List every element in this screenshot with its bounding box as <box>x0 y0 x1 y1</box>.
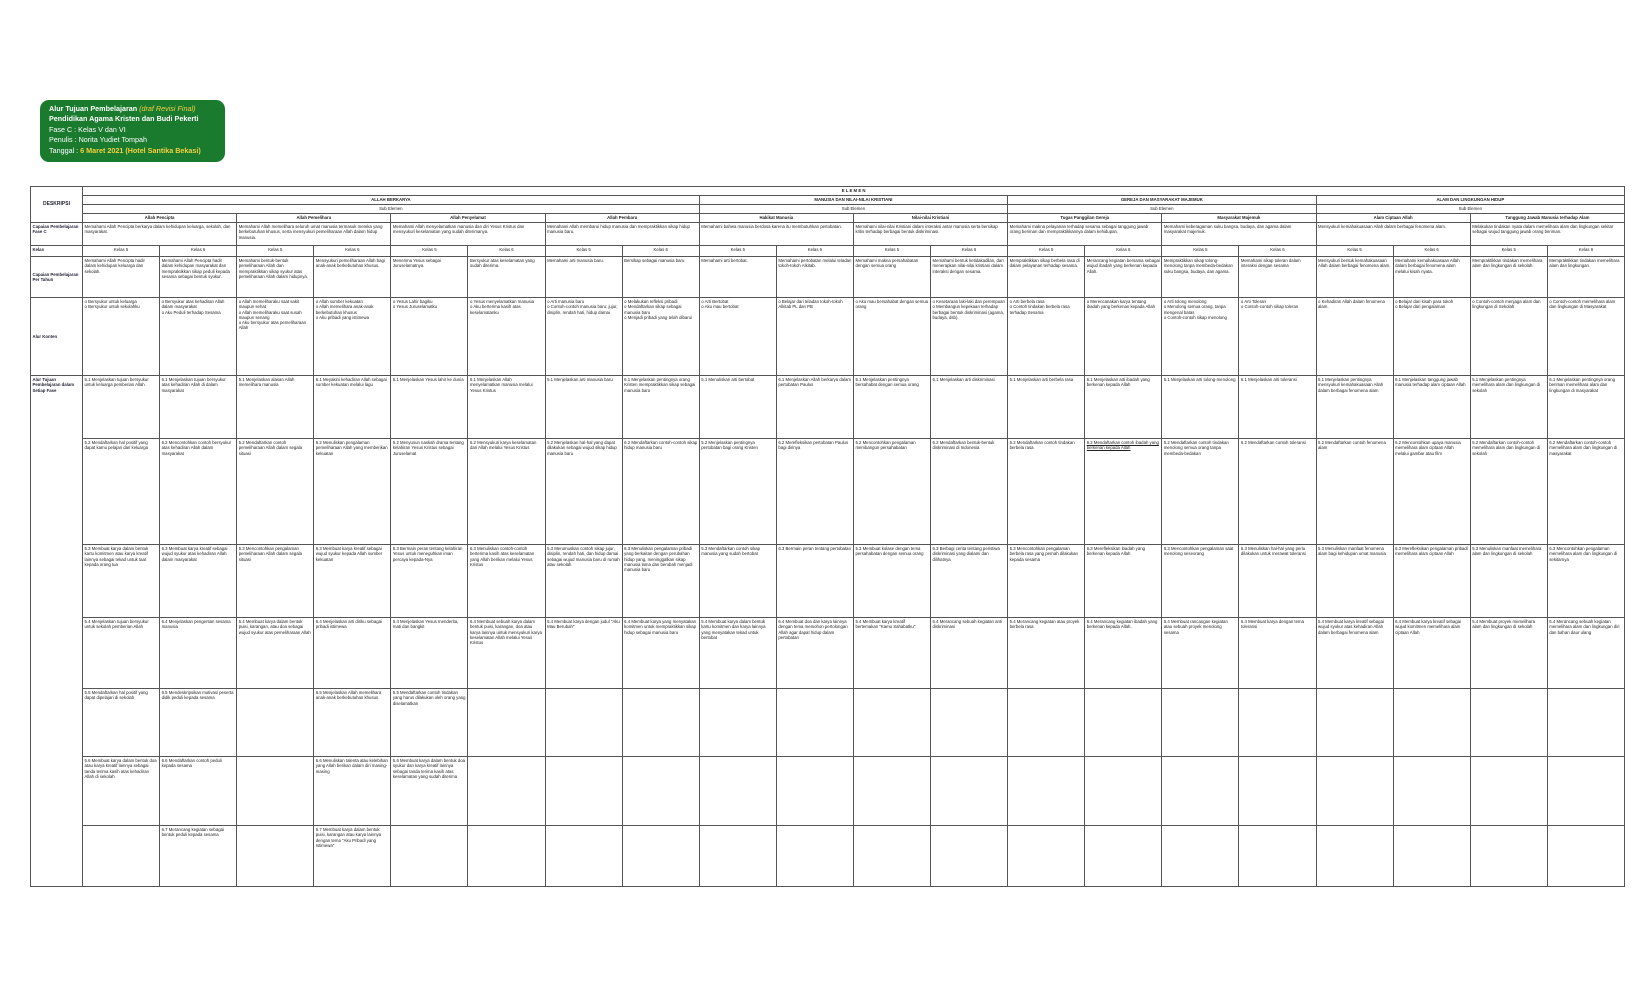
capaian-tahun-cell: Memahami pertobatan melalui teladan tokoh-tokoh Alkitab. <box>776 257 853 298</box>
alur-tujuan-cell: 6.4 Merancang sebuah kegiatan anti diskriminasi <box>931 618 1008 689</box>
alur-tujuan-cell: 6.1 Menjelaskan tanggung jawab manusia terhadap alam ciptaan Allah <box>1393 376 1470 439</box>
alur-tujuan-cell: 5.3 Menuliskan manfaat fenomena alam bagi kehidupan umat manusia <box>1316 545 1393 618</box>
kelas-cell: Kelas 6 <box>1547 246 1624 257</box>
alur-tujuan-cell: 6.2 Mendaftarkan contoh toleransi <box>1239 439 1316 545</box>
alur-konten-cell: o Aku mau bersahabat dengan semua orang <box>853 298 930 376</box>
alur-tujuan-cell: 6.2 Mendaftarkan contoh-contoh memelihara alam dan lingkungan di masyarakat <box>1547 439 1624 545</box>
sub-element-header: Masyarakat Majemuk <box>1162 214 1316 223</box>
document-header-banner <box>40 100 225 162</box>
sub-element-header: Tanggung Jawab Manusia terhadap Alam <box>1470 214 1624 223</box>
alur-tujuan-cell: 5.2 Mencontohkan pengalaman membangun persahabatan <box>853 439 930 545</box>
alur-tujuan-cell <box>1316 689 1393 757</box>
alur-tujuan-cell: 5.4 Menjelaskan tujuan bersyukur untuk sekolah pemberian Allah <box>83 618 160 689</box>
alur-tujuan-cell <box>1316 757 1393 826</box>
sub-element-header: Nilai-nilai Kristiani <box>853 214 1007 223</box>
alur-konten-cell: o Belajar dari kisah para tokoh o Belajar dari pengalaman <box>1393 298 1470 376</box>
alur-tujuan-cell: 5.4 Membuat proyek memelihara alam dan lingkungan di sekolah <box>1470 618 1547 689</box>
element-header: ALLAH BERKARYA <box>83 196 700 205</box>
alur-tujuan-cell <box>1393 757 1470 826</box>
capaian-tahun-cell: Mempraktikkan tindakan memelihara alam dan lingkungan di sekolah. <box>1470 257 1547 298</box>
kelas-cell: Kelas 5 <box>237 246 314 257</box>
alur-tujuan-cell <box>1008 689 1085 757</box>
alur-tujuan-cell <box>853 757 930 826</box>
alur-tujuan-cell <box>1393 689 1470 757</box>
alur-tujuan-cell: 6.2 Merefleksikan pertobatan Paulus bagi dirinya <box>776 439 853 545</box>
alur-tujuan-cell: 6.3 Berbagi cerita tentang peristiwa diskriminasi yang dialami dan dilihatnya <box>931 545 1008 618</box>
capaian-tahun-cell: Memahami arti manusia baru. <box>545 257 622 298</box>
alur-tujuan-cell: 5.3 Merumuskan contoh sikap jujur, disiplin, rendah hati, dan hidup damai sebagai wujud manusia baru di rumah atau sekolah <box>545 545 622 618</box>
capaian-tahun-cell: Bersikap sebagai manusia baru <box>622 257 699 298</box>
row-label-capaian-fase: Capaian Pembelajaran Fase C <box>31 223 83 246</box>
alur-tujuan-cell: 6.3 Merefleksikan pengalaman pribadi memelihara alam ciptaan Allah <box>1393 545 1470 618</box>
alur-konten-cell: o Bersyukur untuk keluarga o Bersyukur untuk sekolahku <box>83 298 160 376</box>
sub-elemen-header: Sub Elemen <box>1316 205 1625 214</box>
alur-tujuan-cell: 5.1 Menjelaskan Yesus lahir ke dunia <box>391 376 468 439</box>
kelas-cell: Kelas 5 <box>545 246 622 257</box>
alur-tujuan-cell <box>1162 689 1239 757</box>
alur-tujuan-cell: 6.2 Mendaftarkan contoh ibadah yang berkenan kepada Allah <box>1085 439 1162 545</box>
kelas-cell: Kelas 5 <box>1162 246 1239 257</box>
capaian-tahun-cell: Memahami kemahakuasaan Allah dalam berbagai fenomena alam melalui kisah nyata. <box>1393 257 1470 298</box>
row-label-capaian-tahun: Capaian Pembelajaran Per Tahun <box>31 257 83 298</box>
alur-tujuan-cell: 5.1 Menjelaskan pentingnya memelihara alam dan lingkungan di sekolah <box>1470 376 1547 439</box>
alur-tujuan-cell: 6.6 Mendaftarkan contoh peduli kepada sesama <box>160 757 237 826</box>
alur-konten-cell: o Yesus Lahir bagiku o Yesus Juruselamatku <box>391 298 468 376</box>
alur-tujuan-cell <box>1008 757 1085 826</box>
alur-tujuan-cell <box>699 757 776 826</box>
alur-tujuan-cell: 5.2 Menjelaskan pentingnya pertobatan bagi orang Kristen <box>699 439 776 545</box>
alur-tujuan-cell <box>931 757 1008 826</box>
alur-tujuan-cell <box>468 826 545 887</box>
element-header: MANUSIA DAN NILAI-NILAI KRISTIANI <box>699 196 1007 205</box>
alur-tujuan-cell <box>1162 826 1239 887</box>
alur-konten-cell: o Arti Bertobat o Aku mau bertobat <box>699 298 776 376</box>
alur-tujuan-cell: 5.4 Membuat karya kreatif sebagai wujud syukur atas kehadiran Allah dalam berbagai fenomena alam <box>1316 618 1393 689</box>
alur-tujuan-cell <box>1239 757 1316 826</box>
capaian-fase-cell: Memahami nilai-nilai Kristiani dalam interaksi antar manusia serta bersikap kritis terhadap berbagai bentuk diskriminasi. <box>853 223 1007 246</box>
capaian-tahun-cell: Mempraktikkan sikap berbela rasa di dalam pelayanan terhadap sesama. <box>1008 257 1085 298</box>
alur-konten-cell: o Kesetaraan laki-laki dan perempuan o Membangun kepekaan terhadap berbagai bentuk diskriminasi (agama, budaya, dsb). <box>931 298 1008 376</box>
alur-tujuan-cell: 6.1 Menjelaskan pentingnya orang Kristen mempraktikkan sikap sebagai manusia baru <box>622 376 699 439</box>
alur-tujuan-cell <box>1470 689 1547 757</box>
sub-element-header: Allah Pemelihara <box>237 214 391 223</box>
alur-tujuan-cell: 5.4 Membuat karya dalam bentuk puisi, karangan, atau doa sebagai wujud syukur atas pemeliharaan Allah <box>237 618 314 689</box>
alur-konten-cell: o Yesus menyelamatkan manusia o Aku berterima kasih atas keselamatanku <box>468 298 545 376</box>
capaian-fase-cell: Memahami bahwa manusia berdosa karena itu membutuhkan pertobatan. <box>699 223 853 246</box>
alur-tujuan-cell: 5.2 Menyusun naskah drama tentang kelahiran Yesus Kristus sebagai Juruselamat <box>391 439 468 545</box>
alur-tujuan-cell: 5.3 Mencontohkan pengalaman berbela rasa yang pernah dilakukan kepada sesama <box>1008 545 1085 618</box>
alur-tujuan-cell: 5.2 Menjelaskan hal-hal yang dapat dilakukan sebagai wujud sikap hidup manusia baru <box>545 439 622 545</box>
alur-tujuan-cell: 6.4 Membuat doa dan karya lainnya dengan tema memohon pertolongan Allah agar dapat hidup dalam pertobatan <box>776 618 853 689</box>
kelas-cell: Kelas 6 <box>1393 246 1470 257</box>
banner-fase: Fase C : Kelas V dan VI <box>49 124 126 134</box>
capaian-tahun-cell: Bersyukur atas keselamatan yang sudah diterima. <box>468 257 545 298</box>
capaian-tahun-cell: Memahami makna persahabatan dengan semua orang <box>853 257 930 298</box>
alur-tujuan-cell: 5.6 Membuat karya dalam bentuk doa atau karya kreatif lainnya sebagai tanda terima kasih atas kehadiran Allah di sekolah <box>83 757 160 826</box>
alur-tujuan-cell <box>1085 757 1162 826</box>
element-header: GEREJA DAN MASYARAKAT MAJEMUK <box>1008 196 1316 205</box>
alur-tujuan-cell: 6.4 Membuat karya kreatif sebagai wujud komitmen memelihara alam ciptaan Allah <box>1393 618 1470 689</box>
elemen-header: E L E M E N <box>83 187 1625 196</box>
alur-tujuan-cell: 6.1 Menjelaskan tujuan bersyukur atas kehadiran Allah di dalam masyarakat <box>160 376 237 439</box>
deskripsi-header: DESKRIPSI <box>31 187 83 223</box>
capaian-fase-cell: Melakukan tindakan nyata dalam memelihara alam dan lingkungan sekitar sebagai wujud tanggung jawab orang beriman. <box>1470 223 1624 246</box>
alur-tujuan-cell <box>622 757 699 826</box>
sub-element-header: Alam Ciptaan Allah <box>1316 214 1470 223</box>
alur-tujuan-cell <box>776 689 853 757</box>
kelas-cell: Kelas 5 <box>83 246 160 257</box>
alur-tujuan-cell: 6.4 Menjelaskan pengertian sesama manusia <box>160 618 237 689</box>
capaian-tahun-cell: Memahami sikap toleran dalam interaksi dengan sesama <box>1239 257 1316 298</box>
alur-tujuan-cell: 5.4 Membuat karya kreatif bertemakan "Kamu Sahabatku" <box>853 618 930 689</box>
alur-tujuan-cell <box>622 689 699 757</box>
alur-tujuan-cell <box>699 689 776 757</box>
alur-tujuan-cell: 6.4 Membuat karya dengan tema toleransi <box>1239 618 1316 689</box>
capaian-tahun-cell: Mensyukuri pemeliharaan Allah bagi anak-anak berkebutuhan khusus. <box>314 257 391 298</box>
alur-tujuan-cell: 6.7 Membuat karya dalam bentuk puisi, karangan atau karya lainnya dengan tema "Aku Pribadi yang Istimewa" <box>314 826 391 887</box>
banner-subject: Pendidikan Agama Kristen dan Budi Pekerti <box>49 114 199 124</box>
alur-tujuan-cell: 6.1 Menjelaskan Allah menyelamatkan manusia melalui Yesus Kristus <box>468 376 545 439</box>
alur-tujuan-cell <box>622 826 699 887</box>
alur-tujuan-cell: 6.1 Menjelaskan arti ibadah yang berkenan kepada Allah <box>1085 376 1162 439</box>
banner-date: 6 Maret 2021 (Hotel Santika Bekasi) <box>80 145 201 155</box>
alur-tujuan-cell: 6.3 Menuliskan contoh-contoh berterima kasih atas keselamatan yang Allah berikan melalui Yesus Kristus <box>468 545 545 618</box>
alur-tujuan-cell <box>237 689 314 757</box>
alur-tujuan-cell: 6.2 Mencontohkan contoh bersyukur atas kehadiran Allah dalam masyarakat <box>160 439 237 545</box>
element-header: ALAM DAN LINGKUNGAN HIDUP <box>1316 196 1625 205</box>
alur-tujuan-cell: 5.3 Menuliskan manfaat memelihara alam dan lingkungan di sekolah <box>1470 545 1547 618</box>
alur-tujuan-cell: 6.4 Membuat karya yang menyatakan komitmen untuk mempraktikkan sikap hidup sebagai manusia baru <box>622 618 699 689</box>
alur-tujuan-cell: 5.4 Merancang kegiatan atau proyek berbela rasa <box>1008 618 1085 689</box>
alur-tujuan-cell: 5.4 Menjelaskan Yesus menderita, mati dan bangkit <box>391 618 468 689</box>
alur-tujuan-cell: 6.1 Menjelaskan arti diskriminasi <box>931 376 1008 439</box>
sub-element-header: Allah Pembaru <box>545 214 699 223</box>
alur-tujuan-cell: 5.4 Membuat karya dalam bentuk kartu komitmen dan karya lainnya yang menyatakan tekad untuk bertobat <box>699 618 776 689</box>
banner-tanggal: Tanggal : 6 Maret 2021 (Hotel Santika Bekasi) <box>49 145 201 155</box>
alur-tujuan-cell: 6.3 Mencontohkan pengalaman memelihara alam dan lingkungan di sekitarnya <box>1547 545 1624 618</box>
capaian-fase-cell: Memahami Allah membarui hidup manusia dan mempraktikkan sikap hidup manusia baru. <box>545 223 699 246</box>
alur-konten-cell: o Merencanakan karya tentang ibadah yang berkenan kepada Allah <box>1085 298 1162 376</box>
alur-tujuan-cell: 6.5 Menjelaskan Allah memelihara anak-anak berkebutuhan khusus <box>314 689 391 757</box>
alur-tujuan-cell <box>1085 689 1162 757</box>
alur-tujuan-cell <box>1239 826 1316 887</box>
capaian-tahun-cell: Mempraktikkan sikap tolong-menolong tanpa membeda-bedakan suku bangsa, budaya, dan agama. <box>1162 257 1239 298</box>
alur-tujuan-cell: 5.5 Mendaftarkan hal positif yang dapat dipelajari di sekolah <box>83 689 160 757</box>
sub-element-header: Allah Pencipta <box>83 214 237 223</box>
alur-tujuan-cell: 6.2 Mendaftarkan bentuk-bentuk diskriminasi di Indonesia <box>931 439 1008 545</box>
alur-tujuan-cell: 6.3 Merefleksikan ibadah yang berkenan kepada Allah <box>1085 545 1162 618</box>
alur-tujuan-cell: 6.1 Meyakini kehadiran Allah sebagai sumber kekuatan melalui lagu <box>314 376 391 439</box>
sub-element-header: Allah Penyelamat <box>391 214 545 223</box>
alur-tujuan-cell: 5.5 Mendaftarkan contoh tindakan yang harus dilakukan oleh orang yang diselamatkan <box>391 689 468 757</box>
alur-tujuan-cell <box>1547 689 1624 757</box>
kelas-cell: Kelas 6 <box>1239 246 1316 257</box>
kelas-cell: Kelas 6 <box>776 246 853 257</box>
alur-tujuan-cell: 6.7 Merancang kegiatan sebagai bentuk peduli kepada sesama <box>160 826 237 887</box>
banner-title: Alur Tujuan Pembelajaran (draf Revisi Final) <box>49 104 196 113</box>
alur-tujuan-cell: 5.4 Membuat karya dengan judul "Aku Mau Berubah" <box>545 618 622 689</box>
capaian-fase-cell: Memahami keberagaman suku bangsa, budaya, dan agama dalam masyarakat majemuk. <box>1162 223 1316 246</box>
alur-tujuan-cell: 5.2 Mendaftarkan contoh fenomena alam <box>1316 439 1393 545</box>
sub-elemen-header: Sub Elemen <box>699 205 1007 214</box>
alur-tujuan-cell: 5.3 Mencontohkan pengalaman saat menolong seseorang <box>1162 545 1239 618</box>
kelas-cell: Kelas 5 <box>391 246 468 257</box>
alur-tujuan-cell <box>545 757 622 826</box>
sub-element-header: Tugas Panggilan Gereja <box>1008 214 1162 223</box>
capaian-tahun-cell: Mensyukuri bentuk kemahakuasaan Allah dalam berbagai fenomena alam. <box>1316 257 1393 298</box>
kelas-cell: Kelas 5 <box>853 246 930 257</box>
alur-tujuan-cell: 6.1 Menjelaskan pentingnya orang beriman memelihara alam dan lingkungan di masyarakat <box>1547 376 1624 439</box>
kelas-cell: Kelas 5 <box>1316 246 1393 257</box>
alur-tujuan-cell <box>853 826 930 887</box>
capaian-tahun-cell: Merancang kegiatan bersama sebagai wujud ibadah yang berkenan kepada Allah. <box>1085 257 1162 298</box>
kelas-cell: Kelas 6 <box>468 246 545 257</box>
alur-tujuan-cell: 5.2 Mendaftarkan contoh pemeliharaan Allah dalam segala situasi <box>237 439 314 545</box>
banner-penulis: Penulis : Norita Yudiet Tompah <box>49 135 148 145</box>
sub-elemen-header: Sub Elemen <box>83 205 700 214</box>
row-label-alur-konten: Alur Konten <box>31 298 83 376</box>
capaian-tahun-cell: Memahami Allah Pencipta hadir dalam kehidupan keluarga dan sekolah. <box>83 257 160 298</box>
alur-tujuan-cell <box>1316 826 1393 887</box>
alur-konten-cell: o Belajar dari teladan tokoh-tokoh Alkitab PL dan PB <box>776 298 853 376</box>
alur-tujuan-cell <box>237 826 314 887</box>
alur-konten-cell: o Arti manusia baru o Contoh-contoh manusia baru: jujur, disiplin, rendah hati, hidup damai <box>545 298 622 376</box>
row-label-kelas: Kelas <box>31 246 83 257</box>
alur-tujuan-cell: 5.3 Mencontohkan pengalaman pemeliharaan Allah dalam segala situasi <box>237 545 314 618</box>
alur-konten-cell: o Kehadiran Allah dalam fenomena alam. <box>1316 298 1393 376</box>
capaian-tahun-cell: Menerima Yesus sebagai Juruselamatnya. <box>391 257 468 298</box>
alur-konten-cell: o Bersyukur atas kehadiran Allah dalam masyarakat o Aku Peduli terhadap Sesama <box>160 298 237 376</box>
alur-konten-cell: o Contoh-contoh memelihara alam dan lingkungan di Masyarakat <box>1547 298 1624 376</box>
alur-konten-cell: o Melakukan refleksi pribadi o Mendaftarkan sikap sebagai manusia baru o Menjadi pribadi yang telah dibarui <box>622 298 699 376</box>
alur-tujuan-cell <box>1470 757 1547 826</box>
alur-tujuan-cell: 6.2 Menuliskan pengalaman pemeliharaan Allah yang memberikan kekuatan <box>314 439 391 545</box>
alur-tujuan-cell: 5.2 Mendaftarkan contoh-contoh memelihara alam dan lingkungan di sekolah <box>1470 439 1547 545</box>
alur-tujuan-cell: 6.1 Menjelaskan Allah berkarya dalam pertobatan Paulus <box>776 376 853 439</box>
alur-tujuan-cell <box>776 826 853 887</box>
alur-tujuan-cell <box>391 826 468 887</box>
kelas-cell: Kelas 6 <box>1085 246 1162 257</box>
capaian-fase-cell: Memahami Allah Pencipta berkarya dalam kehidupan keluarga, sekolah, dan masyarakat. <box>83 223 237 246</box>
alur-tujuan-cell: 6.5 Mendeskripsikan motivasi peserta didik peduli kepada sesama <box>160 689 237 757</box>
alur-tujuan-cell: 6.4 Menjelaskan arti diriku sebagai pribadi istimewa <box>314 618 391 689</box>
alur-tujuan-cell: 5.1 Menjelaskan tujuan bersyukur untuk keluarga pemberian Allah <box>83 376 160 439</box>
capaian-fase-cell: Memahami makna pelayanan terhadap sesama sebagai tanggung jawab orang beriman dan mempraktikkannya dalam kehidupan. <box>1008 223 1162 246</box>
capaian-fase-cell: Memahami Allah memelihara seluruh umat manusia termasuk mereka yang berkebutuhan khusus, serta mensyukuri pemeliharaan Allah dalam hidup manusia. <box>237 223 391 246</box>
alur-tujuan-cell: 6.2 Mensyukuri karya keselamatan dari Allah melalui Yesus Kristus <box>468 439 545 545</box>
alur-konten-cell: o Contoh-contoh menjaga alam dan lingkungan di Sekolah <box>1470 298 1547 376</box>
alur-tujuan-cell: 5.2 Mendaftarkan hal positif yang dapat kamu pelajari dari keluarga <box>83 439 160 545</box>
alur-tujuan-cell: 5.3 Bermain peran tentang kelahiran Yesus untuk meneguhkan iman percaya kepada-Nya <box>391 545 468 618</box>
alur-tujuan-cell: 6.4 Merancang sebuah kegiatan memelihara alam dan lingkungan diri dan bahan daur ulang <box>1547 618 1624 689</box>
alur-tujuan-cell: 6.1 Menjelaskan arti toleransi <box>1239 376 1316 439</box>
capaian-tahun-cell: Memahami Allah Pencipta hadir dalam kehidupan masyarakat dan mempraktikkan sikap peduli kepada sesama sebagai bentuk syukur. <box>160 257 237 298</box>
alur-tujuan-cell: 5.6 Membuat karya dalam bentuk doa syukur dan karya kreatif lainnya sebagai tanda terima kasih atas keselamatan yang sudah diterima <box>391 757 468 826</box>
alur-tujuan-cell <box>83 826 160 887</box>
alur-tujuan-cell <box>1470 826 1547 887</box>
alur-tujuan-cell: 6.2 Mencontohkan upaya manusia memelihara alam ciptaan Allah melalui gambar atau film <box>1393 439 1470 545</box>
kelas-cell: Kelas 6 <box>314 246 391 257</box>
alur-konten-cell: o Allah memeliharaku saat sakit maupun sehat o Allah memeliharaku saat susah maupun senang o Aku bersyukur atas pemeliharaan Allah <box>237 298 314 376</box>
capaian-fase-cell: Memahami Allah menyelamatkan manusia dan diri Yesus Kristus dan mensyukuri keselamatan yang sudah diterimanya. <box>391 223 545 246</box>
alur-tujuan-cell: 5.1 Menjelaskan arti manusia baru <box>545 376 622 439</box>
alur-tujuan-cell: 6.2 Mendaftarkan contoh-contoh sikap hidup manusia baru <box>622 439 699 545</box>
alur-tujuan-cell <box>237 757 314 826</box>
alur-tujuan-cell: 6.3 Bermain peran tentang pertobatan <box>776 545 853 618</box>
alur-konten-cell: o Arti berbela rasa o Contoh tindakan berbela rasa terhadap Sesama <box>1008 298 1085 376</box>
learning-path-table <box>30 186 1625 887</box>
alur-tujuan-cell: 6.3 Membuat karya kreatif sebagai wujud syukur kepada Allah sumber kekuatan <box>314 545 391 618</box>
alur-tujuan-cell: 5.1 Menuliskan arti bertobat <box>699 376 776 439</box>
capaian-tahun-cell: Memahami bentuk ketidakadilan, dan menerapkan nilai-nilai kristiani dalam interaksi dengan sesama. <box>931 257 1008 298</box>
alur-tujuan-cell <box>853 689 930 757</box>
alur-tujuan-cell <box>1162 757 1239 826</box>
alur-tujuan-cell <box>545 689 622 757</box>
alur-tujuan-cell <box>1239 689 1316 757</box>
alur-tujuan-cell: 6.4 Membuat sebuah karya dalam bentuk puisi, karangan, doa atau karya lainnya untuk mensyukuri karya keselamatan Allah melalui Yesus Kristus <box>468 618 545 689</box>
alur-tujuan-cell: 6.6 Menuliskan talenta atau kelebihan yang Allah berikan dalam diri masing-masing <box>314 757 391 826</box>
alur-tujuan-cell <box>468 689 545 757</box>
alur-tujuan-cell <box>931 689 1008 757</box>
kelas-cell: Kelas 6 <box>160 246 237 257</box>
alur-tujuan-cell: 6.3 Menuliskan hal-hal yang perlu dilakukan untuk merawat toleransi <box>1239 545 1316 618</box>
sub-element-header: Hakikat Manusia <box>699 214 853 223</box>
alur-tujuan-cell: 5.3 Membuat kolase dengan tema persahabatan dengan semua orang <box>853 545 930 618</box>
alur-tujuan-cell: 6.3 Menuliskan pengalaman pribadi yang berkaitan dengan perubahan hidup yang, meninggalkan sikap manusia lama dan berubah menjadi manusia baru <box>622 545 699 618</box>
alur-konten-cell: o Arti Toleran o Contoh-contoh sikap toleran <box>1239 298 1316 376</box>
alur-tujuan-cell: 5.1 Menjelaskan arti tolong-menolong <box>1162 376 1239 439</box>
kelas-cell: Kelas 5 <box>699 246 776 257</box>
alur-tujuan-cell: 5.1 Menjelaskan alasan Allah memelihara manusia <box>237 376 314 439</box>
alur-tujuan-cell <box>1393 826 1470 887</box>
row-label-alur-tujuan: Alur Tujuan Pembelajaran dalam Setiap Fase <box>31 376 83 887</box>
capaian-fase-cell: Mensyukuri kemahakuasaan Allah dalam berbagai fenomena alam. <box>1316 223 1470 246</box>
alur-tujuan-cell: 5.3 Membuat karya dalam bentuk kartu komitmen atau karya kreatif lainnya sebagai tekad untuk taat kepada orang tua <box>83 545 160 618</box>
sub-elemen-header: Sub Elemen <box>1008 205 1316 214</box>
alur-tujuan-cell <box>1547 757 1624 826</box>
alur-tujuan-cell: 6.3 Membuat karya kreatif sebagai wujud syukur atas kehadiran Allah dalam masyarakat <box>160 545 237 618</box>
alur-tujuan-cell: 5.3 Mendaftarkan contoh sikap manusia yang sudah bertobat <box>699 545 776 618</box>
alur-tujuan-cell <box>931 826 1008 887</box>
capaian-tahun-cell: Mempraktikkan tindakan memelihara alam dan lingkungan. <box>1547 257 1624 298</box>
alur-tujuan-cell: 5.4 Membuat rancangan kegiatan atau sebuah proyek menolong sesama <box>1162 618 1239 689</box>
alur-tujuan-cell <box>776 757 853 826</box>
alur-tujuan-cell <box>545 826 622 887</box>
alur-tujuan-cell <box>1008 826 1085 887</box>
alur-tujuan-cell: 5.1 Menjelaskan pentingnya bersahabat dengan semua orang <box>853 376 930 439</box>
capaian-tahun-cell: Memahami bentuk-bentuk pemeliharaan Allah dan mempraktikkan sikap syukur atas pemeliharaan Allah dalam hidupnya. <box>237 257 314 298</box>
alur-tujuan-cell: 5.2 Mendaftarkan contoh tindakan menolong semua orang tanpa membeda-bedakan <box>1162 439 1239 545</box>
alur-tujuan-cell <box>1085 826 1162 887</box>
alur-tujuan-cell <box>1547 826 1624 887</box>
kelas-cell: Kelas 6 <box>931 246 1008 257</box>
kelas-cell: Kelas 5 <box>1008 246 1085 257</box>
alur-tujuan-cell <box>699 826 776 887</box>
kelas-cell: Kelas 6 <box>622 246 699 257</box>
alur-tujuan-cell: 6.4 Merancang kegiatan ibadah yang berkenan kepada Allah. <box>1085 618 1162 689</box>
kelas-cell: Kelas 5 <box>1470 246 1547 257</box>
alur-tujuan-cell: 5.2 Mendaftarkan contoh tindakan berbela rasa <box>1008 439 1085 545</box>
alur-konten-cell: o Arti tolong menolong o Menolong semua orang, tanpa mengenal batas o Contoh-contoh sikap menolong <box>1162 298 1239 376</box>
alur-tujuan-cell: 5.1 Menjelaskan pentingnya mensyukuri kemahakuasaan Allah dalam berbagai fenomena alam <box>1316 376 1393 439</box>
alur-tujuan-cell <box>468 757 545 826</box>
banner-draft-note: (draf Revisi Final) <box>139 104 196 113</box>
alur-konten-cell: o Allah sumber kekuatan o Allah memelihara anak-anak berkebutuhan khusus o Aku pribadi yang istimewa <box>314 298 391 376</box>
capaian-tahun-cell: Memahami arti bertobat. <box>699 257 776 298</box>
alur-tujuan-cell: 5.1 Menjelaskan arti berbela rasa <box>1008 376 1085 439</box>
